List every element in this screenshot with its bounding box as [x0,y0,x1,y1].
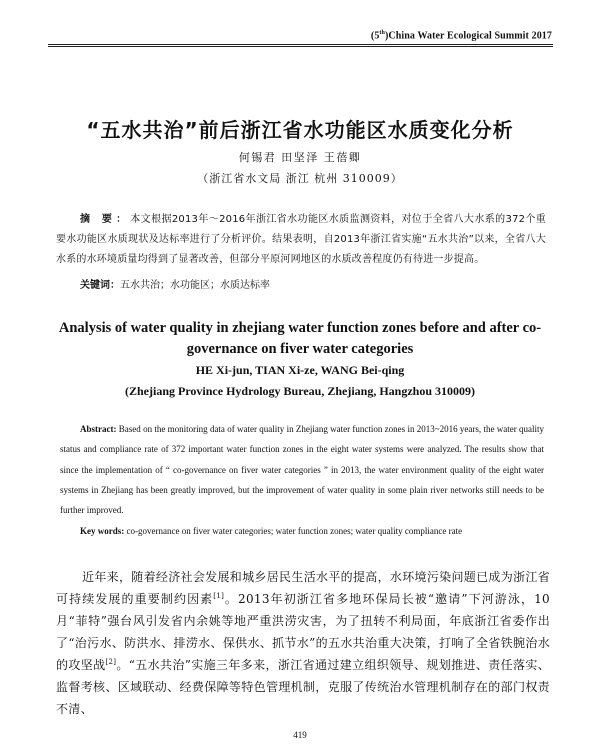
affiliation-en: (Zhejiang Province Hydrology Bureau, Zhejiang, Hangzhou 310009) [124,384,476,398]
keywords-en-text: co-governance on fiver water categories; water function zones; water quality compliance rate [126,526,463,536]
paper-title-cn: “五水共治”前后浙江省水功能区水质变化分析 [86,118,514,142]
citation-ref[interactable]: [1] [213,592,225,600]
keywords-cn-label: 关键词： [80,280,120,291]
keywords-en [80,526,462,536]
abstract-cn-text: 本文根据2013年～2016年浙江省水功能区水质监测资料，对位于全省八大水系的372个重要水功能区水质现状及达标率进行了分析评价。结果表明，自2013年浙江省实施“五水共治”以来，全省八大水系的水环境质量均得到了显著改善，但部分平原河网地区的水质改善程度仍有待进一步提高。 [56,214,546,265]
keywords-cn [80,276,270,291]
abstract-en-text: Based on the monitoring data of water quality in Zhejiang water function zones in 2013~2016 years, the water quality status and compliance rate of 372 important water function zones in the eight water systems were analyzed. The results show that since the implementation of “ co-governance on fiver water categories ” in 2013, the water environment quality of the eight water systems in Zhejiang has been greatly improved, but the improvement of water quality in some plain river networks still needs to be further improved. [60,424,544,516]
body-paragraph: 近年来，随着经济社会发展和城乡居民生活水平的提高，水环境污染问题已成为浙江省可持续发展的重要制约因素[1]。2013年初浙江省多地环保局长被“邀请”下河游泳，10月“菲特”强台风引发省内余姚等地严重洪涝灾害，为了扭转不利局面，年底浙江省委作出了“治污水、防洪水、排涝水、保供水、抓节水”的五水共治重大决策，打响了全省铁腕治水的攻坚战[2]。“五水共治”实施三年多来，浙江省通过建立组织领导、规划推进、责任落实、监督考核、区域联动、经费保障等特色管理机制，克服了传统治水管理机制存在的部门权责不清、 [56,570,551,716]
abstract-en [60,419,544,520]
authors-cn: 何锡君 田坚泽 王蓓卿 [238,151,362,164]
keywords-cn-text: 五水共治；水功能区；水质达标率 [120,280,270,291]
abstract-cn-label: 摘 要： [80,214,131,225]
abstract-cn [56,210,546,270]
running-header: (5th)China Water Ecological Summit 2017 [370,30,552,42]
abstract-en-label: Abstract: [80,424,117,434]
paper-title-en: Analysis of water quality in zhejiang water function zones before and after co-governance on fiver water categories [58,320,542,357]
affiliation-cn: （浙江省水文局 浙江 杭州 310009） [197,172,403,185]
header-rule-double [48,46,553,47]
authors-en: HE Xi-jun, TIAN Xi-ze, WANG Bei-qing [195,363,405,377]
citation-ref[interactable]: [2] [105,658,117,666]
keywords-en-label: Key words: [80,526,125,536]
page-number: 419 [293,730,307,740]
header-rule [48,44,553,45]
